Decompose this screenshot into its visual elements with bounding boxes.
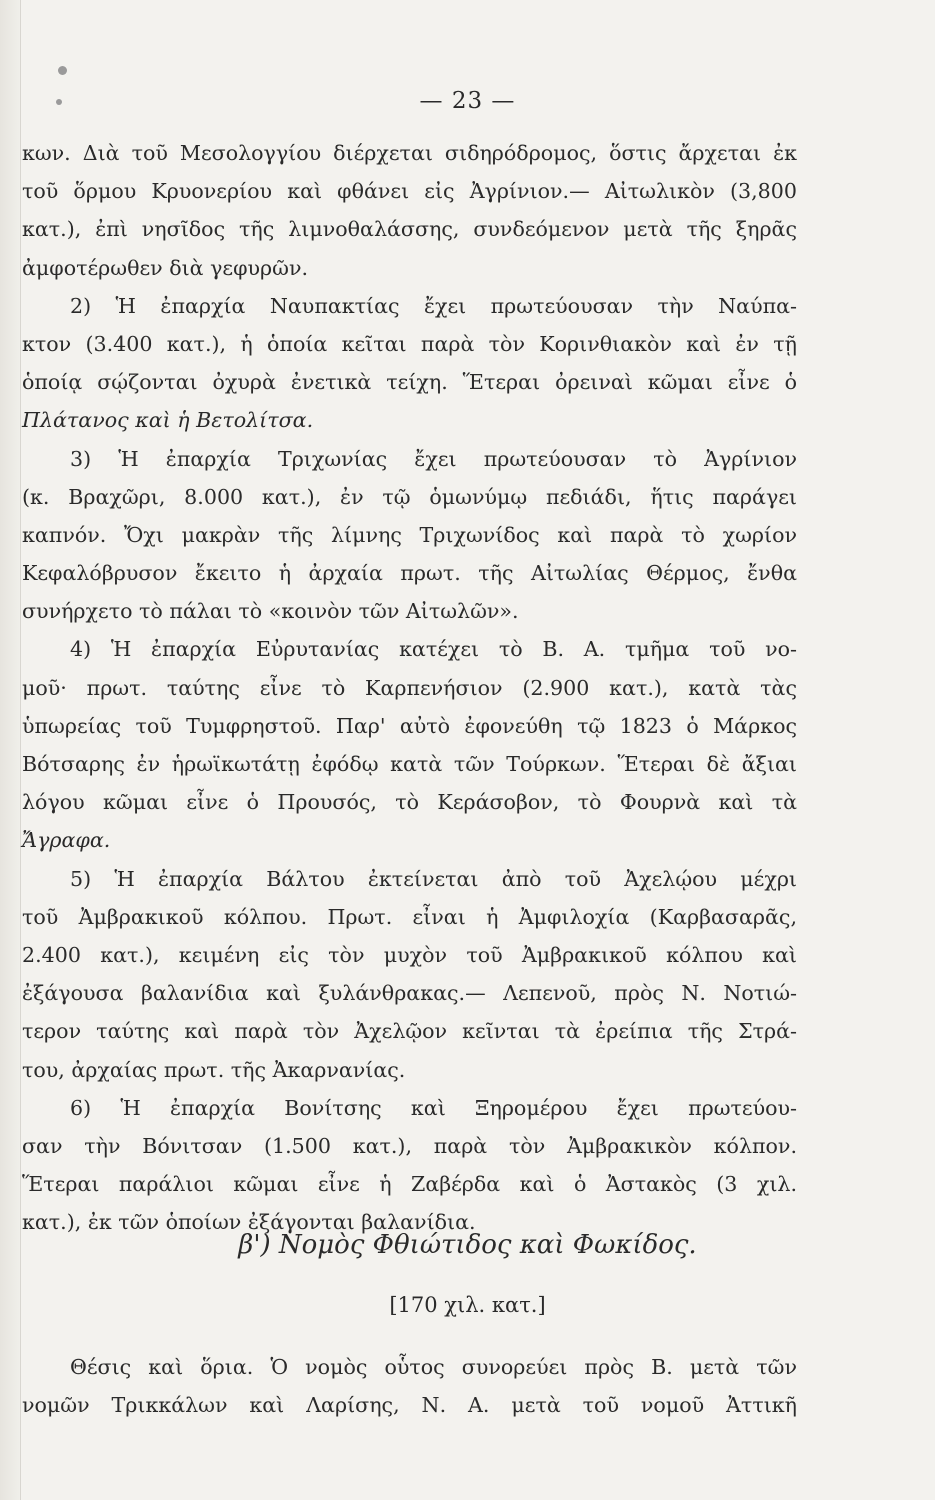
text-line: καπνόν. Ὄχι μακρὰν τῆς λίμνης Τριχωνίδος καὶ παρὰ τὸ χωρίον [22, 522, 797, 547]
text-line: 6) Ἡ ἐπαρχία Βονίτσης καὶ Ξηρομέρου ἔχει πρωτεύου- [70, 1095, 797, 1120]
text-line: (κ. Βραχῶρι, 8.000 κατ.), ἐν τῷ ὁμωνύμῳ πεδιάδι, ἥτις παράγει [22, 484, 797, 509]
text-line: τοῦ Ἀμβρακικοῦ κόλπου. Πρωτ. εἶναι ἡ Ἀμφιλοχία (Καρβασαρᾶς, [22, 904, 797, 929]
text-line: τοῦ ὅρμου Κρυονερίου καὶ φθάνει εἰς Ἀγρίνιον.— Αἰτωλικὸν (3,800 [22, 179, 797, 204]
text-line: 2.400 κατ.), κειμένη εἰς τὸν μυχὸν τοῦ Ἀμβρακικοῦ κόλπου καὶ [22, 942, 797, 967]
closing-text [22, 1348, 797, 1424]
section-heading: β') Νομὸς Φθιώτιδος καὶ Φωκίδος. [238, 1230, 697, 1260]
text-line: κατ.), ἐπὶ νησῖδος τῆς λιμνοθαλάσσης, συνδεόμενον μετὰ τῆς ξηρᾶς [22, 217, 797, 242]
text-line: 3) Ἡ ἐπαρχία Τριχωνίας ἔχει πρωτεύουσαν τὸ Ἀγρίνιον [70, 446, 797, 471]
text-line: κτον (3.400 κατ.), ἡ ὁποία κεῖται παρὰ τὸν Κορινθιακὸν καὶ ἐν τῇ [22, 331, 797, 356]
text-line: 2) Ἡ ἐπαρχία Ναυπακτίας ἔχει πρωτεύουσαν τὴν Ναύπα- [70, 293, 797, 318]
binding-edge [0, 0, 21, 1500]
text-line: κων. Διὰ τοῦ Μεσολογγίου διέρχεται σιδηρόδρομος, ὅστις ἄρχεται ἐκ [22, 141, 797, 165]
text-line: 5) Ἡ ἐπαρχία Βάλτου ἐκτείνεται ἀπὸ τοῦ Ἀχελῴου μέχρι [70, 866, 797, 891]
text-line: Ἄγραφα. [22, 828, 111, 853]
text-line: 4) Ἡ ἐπαρχία Εὐρυτανίας κατέχει τὸ Β. Α. τμῆμα τοῦ νο- [70, 637, 797, 662]
text-line: σαν τὴν Βόνιτσαν (1.500 κατ.), παρὰ τὸν Ἀμβρακικὸν κόλπον. [22, 1133, 797, 1158]
text-line: ἀμφοτέρωθεν διὰ γεφυρῶν. [22, 255, 309, 280]
text-line: λόγου κῶμαι εἶνε ὁ Προυσός, τὸ Κεράσοβον, τὸ Φουρνὰ καὶ τὰ [22, 790, 797, 815]
text-line: τερον ταύτης καὶ παρὰ τὸν Ἀχελῷον κεῖνται τὰ ἐρείπια τῆς Στρά- [22, 1019, 797, 1044]
text-line: ὑπωρείας τοῦ Τυμφρηστοῦ. Παρ' αὐτὸ ἐφονεύθη τῷ 1823 ὁ Μάρκος [22, 713, 797, 738]
page-blemish [58, 66, 67, 75]
text-line: μοῦ· πρωτ. ταύτης εἶνε τὸ Καρπενήσιον (2.900 κατ.), κατὰ τὰς [22, 675, 797, 700]
text-line: του, ἀρχαίας πρωτ. τῆς Ἀκαρνανίας. [22, 1057, 406, 1082]
text-line: Ἕτεραι παράλιοι κῶμαι εἶνε ἡ Ζαβέρδα καὶ ὁ Ἀστακὸς (3 χιλ. [22, 1172, 797, 1197]
text-line: Θέσις καὶ ὅρια. Ὁ νομὸς οὗτος συνορεύει πρὸς Β. μετὰ τῶν [70, 1355, 797, 1379]
text-line: Βότσαρης ἐν ἡρωϊκωτάτῃ ἐφόδῳ κατὰ τῶν Τούρκων. Ἕτεραι δὲ ἄξιαι [22, 752, 797, 776]
section-area: [170 χιλ. κατ.] [389, 1293, 546, 1317]
text-line: Κεφαλόβρυσον ἔκειτο ἡ ἀρχαία πρωτ. τῆς Αἰτωλίας Θέρμος, ἔνθα [22, 561, 797, 586]
body-text [22, 134, 797, 1241]
text-line: Πλάτανος καὶ ἡ Βετολίτσα. [22, 408, 314, 433]
text-line: ὁποίᾳ σῴζονται ὀχυρὰ ἐνετικὰ τείχη. Ἕτεραι ὀρειναὶ κῶμαι εἶνε ὁ [22, 370, 797, 395]
text-line: νομῶν Τρικκάλων καὶ Λαρίσης, Ν. Α. μετὰ τοῦ νομοῦ Ἀττικῆ [22, 1393, 797, 1418]
text-line: ἐξάγουσα βαλανίδια καὶ ξυλάνθρακας.— Λεπενοῦ, πρὸς Ν. Νοτιώ- [22, 981, 797, 1006]
text-line: κατ.), ἐκ τῶν ὁποίων ἐξάγονται βαλανίδια. [22, 1210, 476, 1235]
text-line: συνήρχετο τὸ πάλαι τὸ «κοινὸν τῶν Αἰτωλῶν». [22, 599, 519, 624]
page-number: — 23 — [419, 88, 516, 114]
